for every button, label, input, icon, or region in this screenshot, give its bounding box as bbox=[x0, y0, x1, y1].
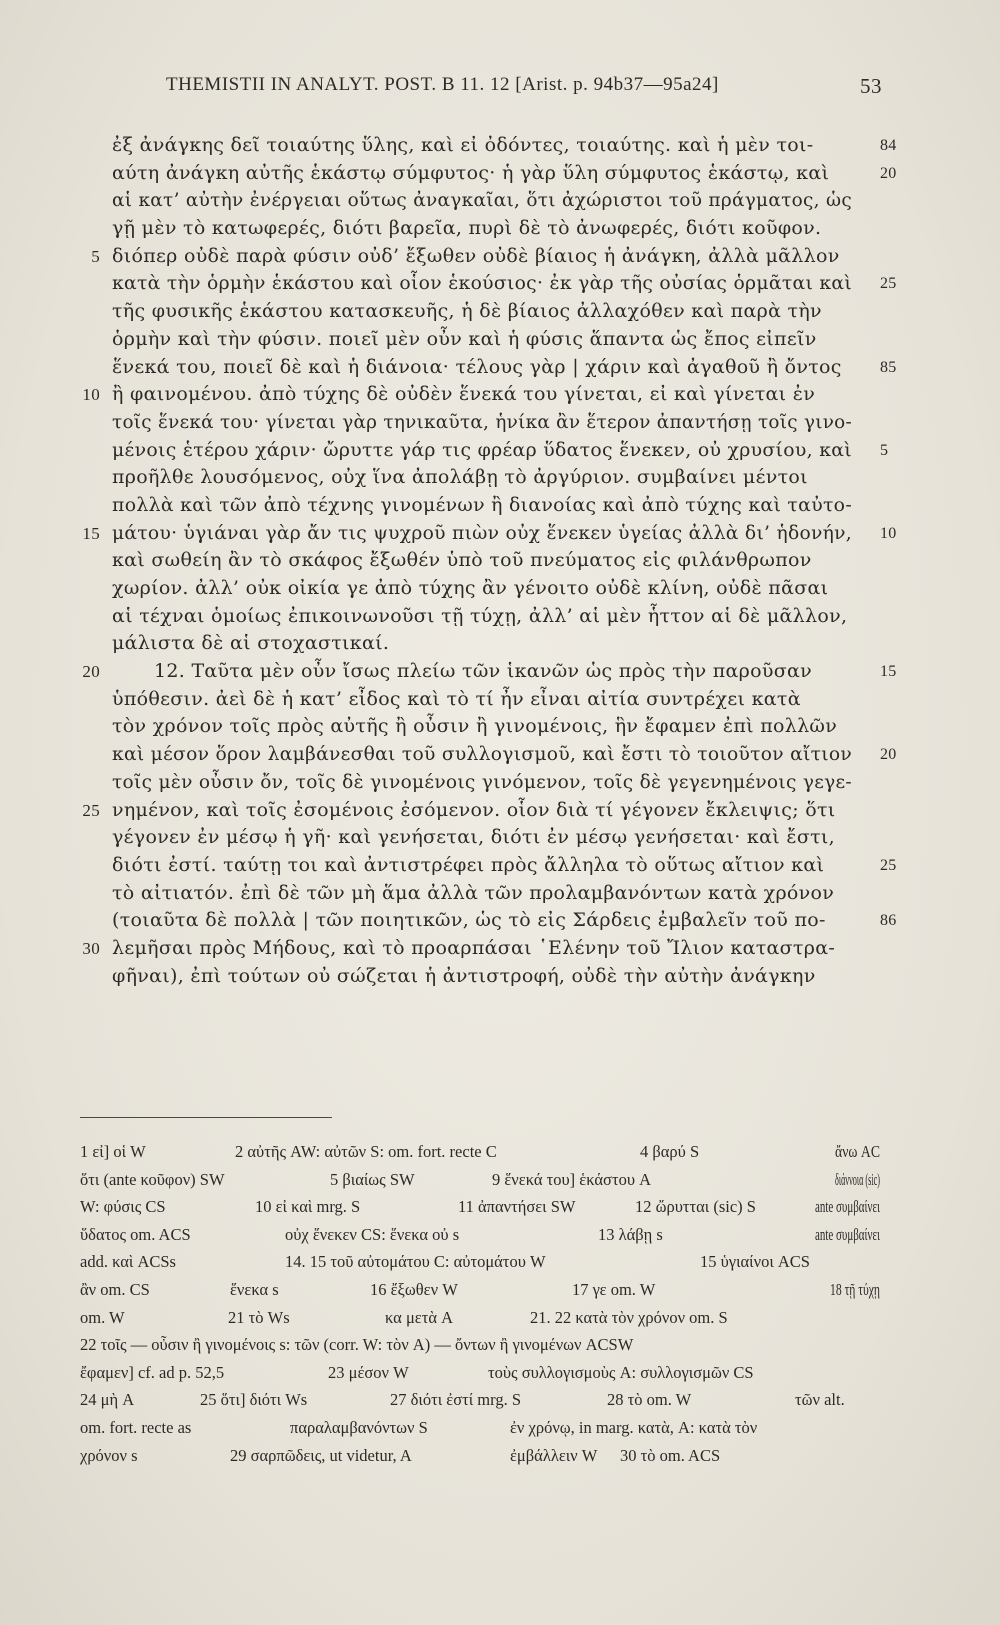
text-line bbox=[82, 797, 872, 825]
line-text: γῇ μὲν τὸ κατωφερές, διότι βαρεῖα, πυρὶ δὲ τὸ ἀνωφερές, διότι κοῦφον. bbox=[112, 217, 822, 240]
footnote-entry: 17 γε om. W bbox=[572, 1279, 656, 1299]
text-line bbox=[112, 354, 897, 382]
footnote-line bbox=[80, 1359, 880, 1387]
line-text: λεμῆσαι πρὸς Μήδους, καὶ τὸ προαρπάσαι ῾Ελένην τοῦ Ἴλιον καταστρα- bbox=[112, 936, 836, 959]
footnote-entry: διάννοια (sic) bbox=[835, 1169, 880, 1189]
footnote-rule bbox=[80, 1117, 332, 1118]
text-line bbox=[112, 298, 872, 326]
text-line bbox=[82, 658, 897, 686]
text-line bbox=[112, 464, 872, 492]
text-line bbox=[82, 935, 872, 963]
footnote-entry: ἄνω AC bbox=[835, 1142, 880, 1161]
text-line bbox=[82, 381, 872, 409]
text-line bbox=[112, 437, 889, 465]
footnote-line bbox=[80, 1442, 880, 1470]
margin-reference: 15 bbox=[880, 663, 897, 681]
line-text: τὸν χρόνον τοῖς πρὸς αὐτῆς ἢ οὖσιν ἢ γινομένοις, ἣν ἔφαμεν ἐπὶ πολλῶν bbox=[112, 715, 838, 738]
line-text: τοῖς ἕνεκά του· γίνεται γὰρ τηνικαῦτα, ἡνίκα ἂν ἕτερον ἀπαντήσῃ τοῖς γινο- bbox=[112, 410, 852, 433]
line-text: 12. Ταῦτα μὲν οὖν ἴσως πλείω τῶν ἱκανῶν ὡς πρὸς τὴν παροῦσαν bbox=[154, 660, 812, 683]
footnote-entry: κα μετὰ A bbox=[385, 1307, 454, 1327]
footnote-entry: ante συμβαίνει bbox=[815, 1197, 880, 1217]
footnote-entry: ὕδατος om. ACS bbox=[80, 1224, 191, 1244]
text-line bbox=[112, 575, 872, 603]
footnote-line bbox=[80, 1276, 880, 1304]
main-text bbox=[82, 132, 897, 990]
line-text: αἱ τέχναι ὁμοίως ἐπικοινωνοῦσι τῇ τύχῃ, ἀλλ’ αἱ μὲν ἧττον αἱ δὲ μᾶλλον, bbox=[112, 604, 848, 627]
line-text: γέγονεν ἐν μέσῳ ἡ γῆ· καὶ γενήσεται, διότι ἐν μέσῳ γενήσεται· καὶ ἔστι, bbox=[112, 826, 835, 849]
footnote-entry: 13 λάβῃ s bbox=[598, 1224, 663, 1244]
footnote-line bbox=[80, 1193, 880, 1221]
text-line bbox=[112, 686, 872, 714]
footnote-entry: ante συμβαίνει bbox=[815, 1224, 880, 1244]
line-text: ὁρμὴν καὶ τὴν φύσιν. ποιεῖ μὲν οὖν καὶ ἡ φύσις ἅπαντα ὡς ἔπος εἰπεῖν bbox=[112, 327, 817, 350]
margin-reference: 84 bbox=[880, 137, 897, 154]
text-line bbox=[112, 769, 872, 797]
line-text: φῆναι), ἐπὶ τούτων οὐ σώζεται ἡ ἀντιστροφή, οὐδὲ τὴν αὐτὴν ἀνάγκην bbox=[112, 964, 816, 987]
line-number: 25 bbox=[82, 800, 100, 820]
footnote-entry: 2 αὐτῆς AW: αὐτῶν S: om. fort. recte C bbox=[235, 1142, 497, 1161]
footnote-entry: ἕνεκα s bbox=[230, 1279, 279, 1299]
text-line bbox=[112, 160, 897, 188]
footnote-entry: οὐχ ἕνεκεν CS: ἕνεκα οὐ s bbox=[285, 1224, 460, 1244]
line-text: μάτου· ὑγιάναι γὰρ ἄν τις ψυχροῦ πιὼν οὐχ ἕνεκεν ὑγείας ἀλλὰ δι’ ἡδονήν, bbox=[112, 521, 852, 544]
margin-reference: 5 bbox=[880, 441, 889, 459]
line-text: διόπερ οὐδὲ παρὰ φύσιν οὐδ’ ἔξωθεν οὐδὲ βίαιος ἡ ἀνάγκη, ἀλλὰ μᾶλλον bbox=[112, 244, 840, 267]
margin-reference: 85 bbox=[880, 358, 897, 376]
margin-reference: 10 bbox=[880, 524, 897, 542]
margin-reference: 25 bbox=[880, 275, 897, 293]
footnote-entry: τῶν alt. bbox=[795, 1390, 845, 1410]
line-text: διότι ἐστί. ταύτῃ τοι καὶ ἀντιστρέφει πρὸς ἄλληλα τὸ οὕτως αἴτιον καὶ bbox=[112, 853, 825, 876]
footnote-entry: 11 ἀπαντήσει SW bbox=[458, 1197, 576, 1217]
critical-apparatus bbox=[80, 1138, 880, 1469]
footnote-entry: 16 ἔξωθεν W bbox=[370, 1279, 458, 1299]
footnote-entry: 25 ὅτι] διότι Ws bbox=[200, 1390, 308, 1410]
text-line bbox=[112, 547, 872, 575]
line-text: πολλὰ καὶ τῶν ἀπὸ τέχνης γινομένων ἢ διανοίας καὶ ἀπὸ τύχης καὶ ταὐτο- bbox=[112, 493, 852, 516]
line-text: καὶ σωθείη ἂν τὸ σκάφος ἔξωθέν ὑπὸ τοῦ πνεύματος εἰς φιλάνθρωπον bbox=[112, 549, 812, 572]
running-title: THEMISTII IN ANALYT. POST. B 11. 12 [Arist. p. 94b37—95a24] bbox=[166, 74, 719, 95]
footnote-line bbox=[80, 1331, 880, 1359]
text-line bbox=[112, 409, 872, 437]
footnote-line bbox=[80, 1386, 880, 1414]
line-text: τοῖς μὲν οὖσιν ὄν, τοῖς δὲ γινομένοις γινόμενον, τοῖς δὲ γεγενημένοις γεγε- bbox=[112, 770, 852, 793]
line-text: μένοις ἑτέρου χάριν· ὤρυττε γάρ τις φρέαρ ὕδατος ἕνεκεν, οὐ χρυσίου, καὶ bbox=[112, 438, 852, 461]
text-line bbox=[91, 243, 872, 271]
footnote-entry: om. fort. recte as bbox=[80, 1417, 192, 1437]
footnote-entry: W: φύσις CS bbox=[80, 1197, 166, 1217]
text-line bbox=[112, 187, 872, 215]
footnote-entry: 5 βιαίως SW bbox=[330, 1169, 415, 1189]
line-number: 5 bbox=[91, 246, 100, 266]
footnote-entry: ὅτι (ante κοῦφον) SW bbox=[80, 1169, 225, 1189]
footnote-entry: 4 βαρύ S bbox=[640, 1142, 700, 1161]
text-line bbox=[112, 852, 897, 880]
footnote-entry: ἐμβάλλειν W bbox=[510, 1445, 598, 1465]
footnote-entry: 15 ὑγιαίνοι ACS bbox=[700, 1252, 810, 1272]
footnote-entry: 28 τὸ om. W bbox=[607, 1390, 692, 1410]
footnote-entry: 21. 22 κατὰ τὸν χρόνον om. S bbox=[530, 1307, 728, 1327]
footnote-line bbox=[80, 1304, 880, 1332]
footnote-entry: 21 τὸ Ws bbox=[228, 1307, 290, 1327]
footnote-entry: 30 τὸ om. ACS bbox=[620, 1445, 721, 1465]
footnote-entry: 24 μὴ A bbox=[80, 1390, 135, 1410]
text-line bbox=[112, 215, 872, 243]
text-line bbox=[112, 132, 897, 160]
margin-reference: 25 bbox=[880, 856, 897, 874]
text-line bbox=[112, 824, 872, 852]
footnote-entry: ἂν om. CS bbox=[80, 1279, 150, 1299]
line-number: 20 bbox=[82, 662, 100, 682]
text-line bbox=[112, 492, 872, 520]
footnote-line bbox=[80, 1166, 880, 1194]
footnote-line bbox=[80, 1248, 880, 1276]
footnote-entry: 1 εἰ] οἱ W bbox=[80, 1142, 146, 1161]
line-text: τὸ αἰτιατόν. ἐπὶ δὲ τῶν μὴ ἅμα ἀλλὰ τῶν προλαμβανόντων κατὰ χρόνον bbox=[112, 881, 835, 904]
margin-reference: 20 bbox=[880, 164, 897, 182]
line-text: αύτη ἀνάγκη αὐτῆς ἑκάστῳ σύμφυτος· ἡ γὰρ ὕλη σύμφυτος ἑκάστῳ, καὶ bbox=[112, 161, 830, 184]
footnote-entry: 22 τοῖς — οὖσιν ἢ γινομένοις s: τῶν (corr. W: τὸν A) — ὄντων ἢ γινομένων ACSW bbox=[80, 1335, 634, 1355]
text-line bbox=[112, 741, 897, 769]
line-text: μάλιστα δὲ αἱ στοχαστικαί. bbox=[112, 632, 390, 655]
line-text: (τοιαῦτα δὲ πολλὰ | τῶν ποιητικῶν, ὡς τὸ εἰς Σάρδεις ἐμβαλεῖν τοῦ πο- bbox=[112, 909, 826, 932]
margin-reference: 20 bbox=[880, 746, 897, 764]
page-number: 53 bbox=[860, 74, 882, 98]
text-line bbox=[112, 713, 872, 741]
footnote-entry: 10 εἰ καὶ mrg. S bbox=[255, 1197, 361, 1217]
footnote-entry: 27 διότι ἐστί mrg. S bbox=[390, 1390, 522, 1410]
footnote-line bbox=[80, 1221, 880, 1249]
line-text: νημένον, καὶ τοῖς ἐσομένοις ἐσόμενον. οἷον διὰ τί γέγονεν ἔκλειψις; ὅτι bbox=[112, 798, 836, 821]
line-text: καὶ μέσον ὅρον λαμβάνεσθαι τοῦ συλλογισμοῦ, καὶ ἔστι τὸ τοιοῦτον αἴτιον bbox=[112, 743, 852, 766]
text-line bbox=[82, 520, 897, 548]
footnote-entry: om. W bbox=[80, 1307, 125, 1327]
line-text: τῆς φυσικῆς ἑκάστου κατασκευῆς, ἡ δὲ βίαιος ἀλλαχόθεν καὶ παρὰ τὴν bbox=[112, 300, 822, 323]
footnote-entry: παραλαμβανόντων S bbox=[290, 1417, 428, 1437]
line-number: 30 bbox=[82, 938, 100, 958]
line-number: 15 bbox=[82, 523, 100, 543]
footnote-line bbox=[80, 1414, 880, 1442]
line-text: ἕνεκά του, ποιεῖ δὲ καὶ ἡ διάνοια· τέλους γὰρ | χάριν καὶ ἀγαθοῦ ἢ ὄντος bbox=[112, 355, 842, 378]
footnote-entry: ἐν χρόνῳ, in marg. κατὰ, A: κατὰ τὸν bbox=[510, 1417, 758, 1437]
line-text: κατὰ τὴν ὁρμὴν ἑκάστου καὶ οἷον ἑκούσιος· ἐκ γὰρ τῆς οὐσίας ὁρμᾶται καὶ bbox=[112, 272, 852, 295]
footnote-entry: 23 μέσον W bbox=[328, 1362, 409, 1382]
footnote-entry: 18 τῇ τύχῃ bbox=[830, 1279, 880, 1299]
footnote-line bbox=[80, 1138, 880, 1166]
text-line bbox=[112, 603, 872, 631]
line-number: 10 bbox=[82, 385, 100, 405]
footnote-entry: χρόνον s bbox=[80, 1445, 138, 1465]
footnote-entry: ἔφαμεν] cf. ad p. 52,5 bbox=[80, 1362, 225, 1382]
line-text: ἢ φαινομένου. ἀπὸ τύχης δὲ οὐδὲν ἕνεκά του γίνεται, εἰ καὶ γίνεται ἐν bbox=[112, 383, 816, 406]
text-line bbox=[112, 270, 897, 298]
text-line bbox=[112, 326, 872, 354]
text-line bbox=[112, 907, 897, 935]
text-line bbox=[112, 630, 872, 658]
footnote-entry: add. καὶ ACSs bbox=[80, 1252, 176, 1272]
line-text: ἐξ ἀνάγκης δεῖ τοιαύτης ὕλης, καὶ εἰ ὀδόντες, τοιαύτης. καὶ ἡ μὲν τοι- bbox=[112, 134, 814, 156]
footnote-entry: 29 σαρπῶδεις, ut videtur, A bbox=[230, 1445, 412, 1465]
footnote-entry: 12 ὤρυτται (sic) S bbox=[635, 1197, 756, 1217]
text-line bbox=[112, 963, 872, 991]
running-header bbox=[166, 74, 882, 114]
line-text: ὑπόθεσιν. ἀεὶ δὲ ἡ κατ’ εἶδος καὶ τὸ τί ἦν εἶναι αἰτία συντρέχει κατὰ bbox=[112, 687, 801, 710]
footnote-entry: τοὺς συλλογισμοὺς A: συλλογισμῶν CS bbox=[488, 1362, 754, 1382]
line-text: προῆλθε λουσόμενος, οὐχ ἵνα ἀπολάβῃ τὸ ἀργύριον. συμβαίνει μέντοι bbox=[112, 466, 808, 489]
footnote-entry: 9 ἕνεκά του] ἑκάστου A bbox=[492, 1169, 652, 1189]
margin-reference: 86 bbox=[880, 912, 897, 930]
text-line bbox=[112, 880, 872, 908]
line-text: χωρίον. ἀλλ’ οὐκ οἰκία γε ἀπὸ τύχης ἂν γένοιτο οὐδὲ κλίνη, οὐδὲ πᾶσαι bbox=[112, 577, 829, 599]
line-text: αἱ κατ’ αὐτὴν ἐνέργειαι οὕτως ἀναγκαῖαι, ὅτι ἀχώριστοι τοῦ πράγματος, ὡς bbox=[112, 189, 852, 212]
footnote-entry: 14. 15 τοῦ αὐτομάτου C: αὐτομάτου W bbox=[285, 1252, 546, 1272]
